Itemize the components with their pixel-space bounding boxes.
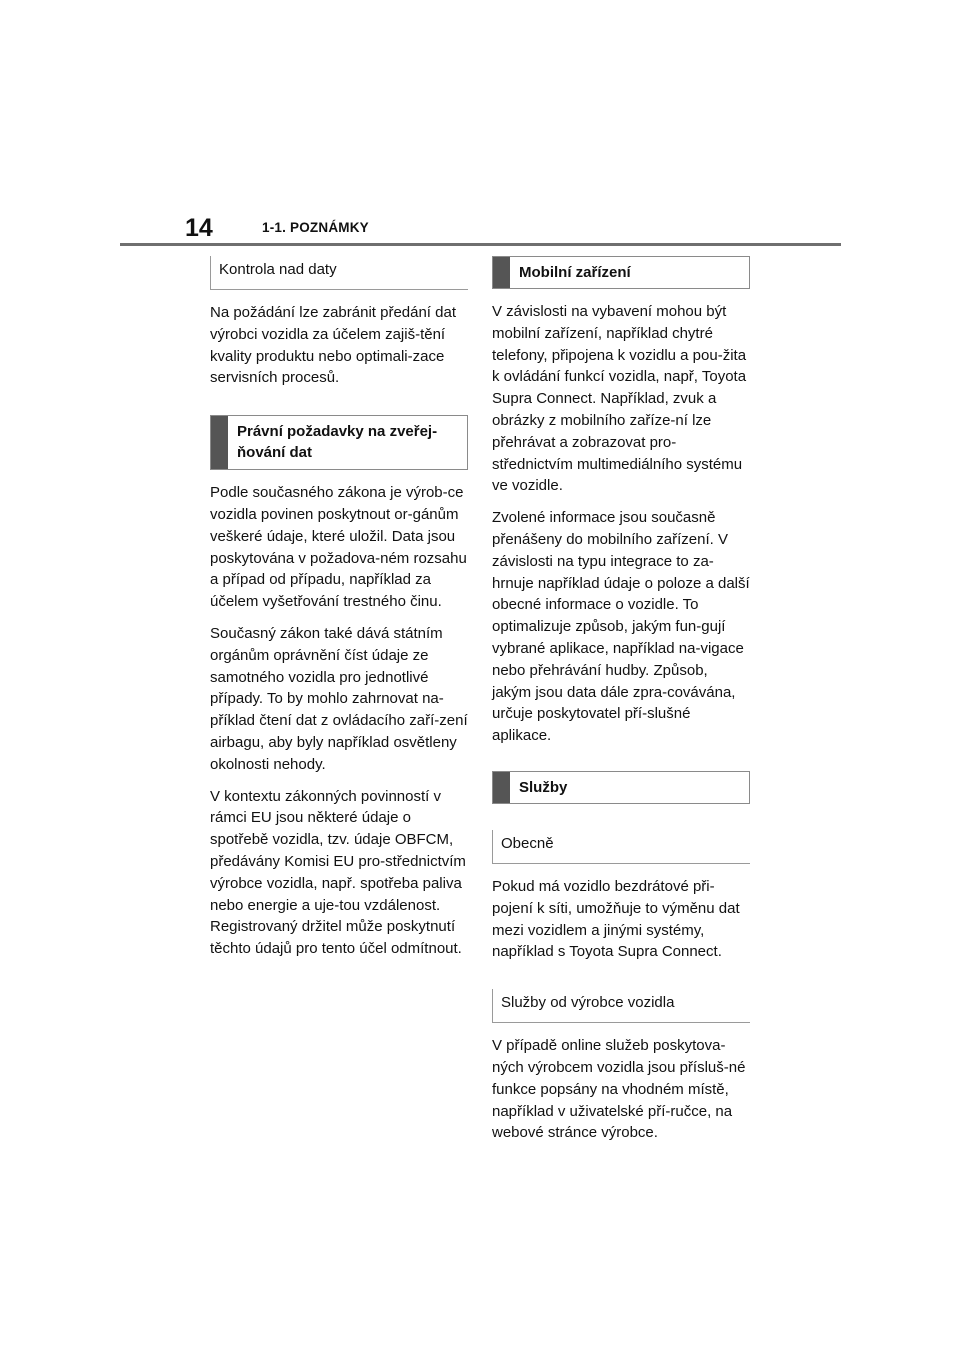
heading-services [492, 771, 750, 804]
subheading-data-control: Kontrola nad daty [210, 256, 468, 290]
heading-bar [493, 257, 510, 288]
heading-bar [211, 416, 228, 469]
paragraph-legal-2: Současný zákon také dává státním orgánům oprávnění číst údaje ze samotného vozidla pro jednotlivé případy. To by mohlo zahrnovat na-příklad čtení dat z ovládacího zaří-zení airbagu, aby byly například osvětleny okolnosti nehody. [210, 624, 468, 773]
heading-mobile-devices [492, 256, 750, 289]
paragraph-mobile-2: Zvolené informace jsou současně přenášeny do mobilního zařízení. V závislosti na typu integrace to za-hrnuje například údaje o poloze a další obecné informace o vozidle. To optimalizuje způsob, jakým fun-gují vybrané aplikace, například na-vigace nebo přehrávání hudby. Způsob, jakým jsou data dále zpra-covávána, určuje poskytovatel pří-slušné aplikace. [492, 509, 750, 745]
subheading-manufacturer-services: Služby od výrobce vozidla [492, 989, 750, 1023]
paragraph-mobile-1: V závislosti na vybavení mohou být mobilní zařízení, například chytré telefony, připojena k vozidlu a pou-žita k ovládání funkcí vozidla, např, Toyota Supra Connect. Například, zvuk a obrázky z mobilního zaříze-ní lze přehrávat a zobrazovat pro-střednictvím multimediálního systému ve vozidle. [492, 303, 747, 495]
left-column [210, 256, 468, 960]
heading-mobile-devices-text: Mobilní zařízení [519, 264, 631, 281]
heading-legal-requirements-text: Právní požadavky na zveřej-ňování dat [237, 423, 438, 462]
paragraph-legal-1: Podle současného zákona je výrob-ce vozidla povinen poskytnout or-gánům veškeré údaje, které uložil. Data jsou poskytována v požadova-ném rozsahu a případ od případu, například za účelem vyšetřování trestného činu. [210, 484, 467, 611]
heading-services-text: Služby [519, 778, 568, 796]
header-rule [120, 243, 841, 246]
section-title: 1-1. POZNÁMKY [262, 220, 369, 235]
page-number: 14 [185, 214, 213, 242]
heading-bar [493, 772, 510, 803]
right-column [492, 256, 750, 1144]
paragraph-general: Pokud má vozidlo bezdrátové při-pojení k síti, umožňuje to výměnu dat mezi vozidlem a jinými systémy, například s Toyota Supra Connect. [492, 877, 740, 961]
paragraph-data-control: Na požádání lze zabránit předání dat výrobci vozidla za účelem zajiš-tění kvality produktu nebo optimali-zace servisních procesů. [210, 304, 456, 387]
heading-legal-requirements [210, 415, 468, 470]
subheading-general: Obecně [492, 830, 750, 864]
paragraph-legal-3: V kontextu zákonných povinností v rámci EU jsou některé údaje o spotřebě vozidla, tzv. údaje OBFCM, předávány Komisi EU pro-střednictvím výrobce vozidla, např. spotřeba paliva nebo energie a uje-tou vzdálenost. Registrovaný držitel může poskytnutí těchto údajů pro tento účel odmítnout. [210, 787, 466, 958]
paragraph-manufacturer-services: V případě online služeb poskytova-ných výrobcem vozidla jsou přísluš-né funkce popsány na vhodném místě, například v uživatelské pří-ručce, na webové stránce výrobce. [492, 1037, 746, 1142]
